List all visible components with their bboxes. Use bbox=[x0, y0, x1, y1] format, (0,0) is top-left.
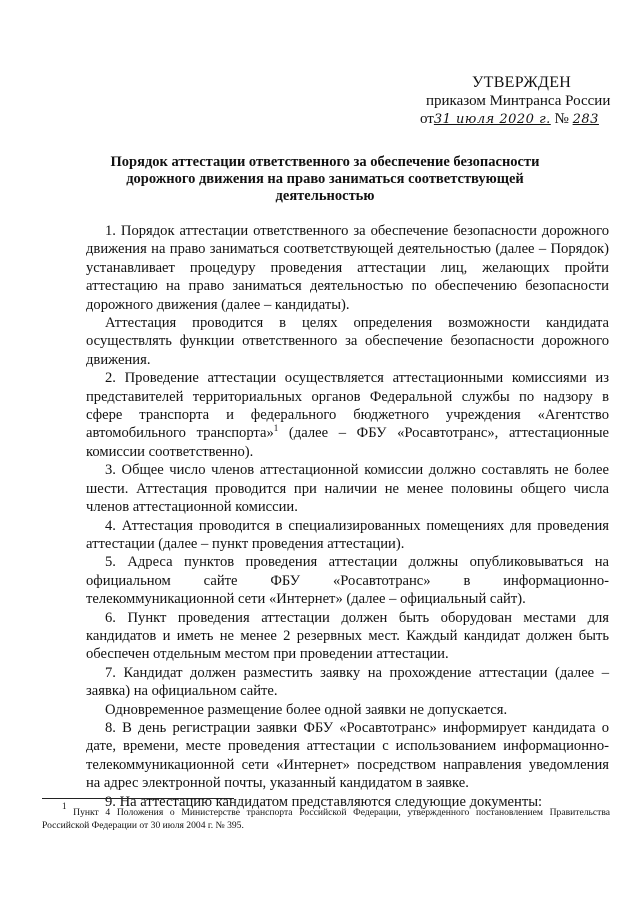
paragraph-7: 7. Кандидат должен разместить заявку на прохождение аттестации (далее – заявка) на официальном сайте. bbox=[86, 664, 609, 700]
handwritten-number: 283 bbox=[572, 112, 599, 127]
paragraph-4: 4. Аттестация проводится в специализированных помещениях для проведения аттестации (далее – пункт проведения аттестации). bbox=[86, 517, 609, 552]
paragraph-6: 6. Пункт проведения аттестации должен быть оборудован местами для кандидатов и иметь не менее 2 резервных мест. Каждый кандидат должен быть обеспечен отдельным местом при проведении аттестации. bbox=[86, 609, 609, 663]
footnote-divider bbox=[42, 798, 234, 799]
paragraph-5: 5. Адреса пунктов проведения аттестации должны опубликовываться на официальном сайте ФБУ «Росавтотранс» в информационно-телекоммуникационной сети «Интернет» (далее – официальный сайт). bbox=[86, 554, 609, 608]
footnote-marker: 1 bbox=[62, 801, 67, 811]
approval-stamp bbox=[420, 74, 625, 129]
paragraph-3: 3. Общее число членов аттестационной комиссии должно составлять не более шести. Аттестация проводится при наличии не менее половины общего числа членов аттестационной комиссии. bbox=[86, 462, 609, 516]
order-date-number bbox=[420, 110, 625, 129]
document-title: Порядок аттестации ответственного за обеспечение безопасности дорожного движения на право заниматься соответствующей деятельностью bbox=[110, 154, 540, 204]
paragraph-1: 1. Порядок аттестации ответственного за обеспечение безопасности дорожного движения на право заниматься соответствующей деятельностью (далее – Порядок) устанавливает процедуру проведения аттестации лиц, желающих пройти аттестацию на право заниматься деятельностью по обеспечению безопасности дорожного движения (далее – кандидаты). bbox=[86, 223, 609, 313]
paragraph-7-cont: Одновременное размещение более одной заявки не допускается. bbox=[105, 701, 508, 718]
number-prefix: № bbox=[554, 111, 569, 127]
paragraph-2 bbox=[86, 369, 609, 461]
paragraph-2-text: 2. Проведение аттестации осуществляется аттестационными комиссиями из представителей территориальных органов Федеральной службы по надзору в сфере транспорта и федерального бюджетного учреждения «Агентство автомобильного транспорта» bbox=[86, 370, 609, 442]
date-prefix: от bbox=[420, 111, 434, 127]
paragraph-2-tail: (далее – ФБУ «Росавтотранс», аттестационные комиссии соответственно). bbox=[86, 425, 609, 460]
footnote-text: Пункт 4 Положения о Министерстве транспорта Российской Федерации, утвержденного постановлением Правительства Российской Федерации от 30 июля 2004 г. № 395. bbox=[42, 807, 610, 831]
paragraph-8: 8. В день регистрации заявки ФБУ «Росавтотранс» информирует кандидата о дате, времени, месте проведения аттестации с использованием информационно-телекоммуникационной сети «Интернет» посредством направления уведомления на адрес электронной почты, указанный кандидатом в заявке. bbox=[86, 719, 609, 792]
paragraph-1-cont: Аттестация проводится в целях определения возможности кандидата осуществлять функции ответственного за обеспечение безопасности дорожного движения. bbox=[86, 315, 609, 368]
approved-label: УТВЕРЖДЕН bbox=[472, 74, 572, 91]
document-body bbox=[86, 222, 609, 811]
footnote-ref: 1 bbox=[273, 423, 279, 434]
paragraph-9: 9. На аттестацию кандидатом представляются следующие документы: bbox=[105, 793, 543, 810]
handwritten-date: 31 июля 2020 г. bbox=[433, 112, 551, 127]
approving-order: приказом Минтранса России bbox=[426, 93, 611, 109]
